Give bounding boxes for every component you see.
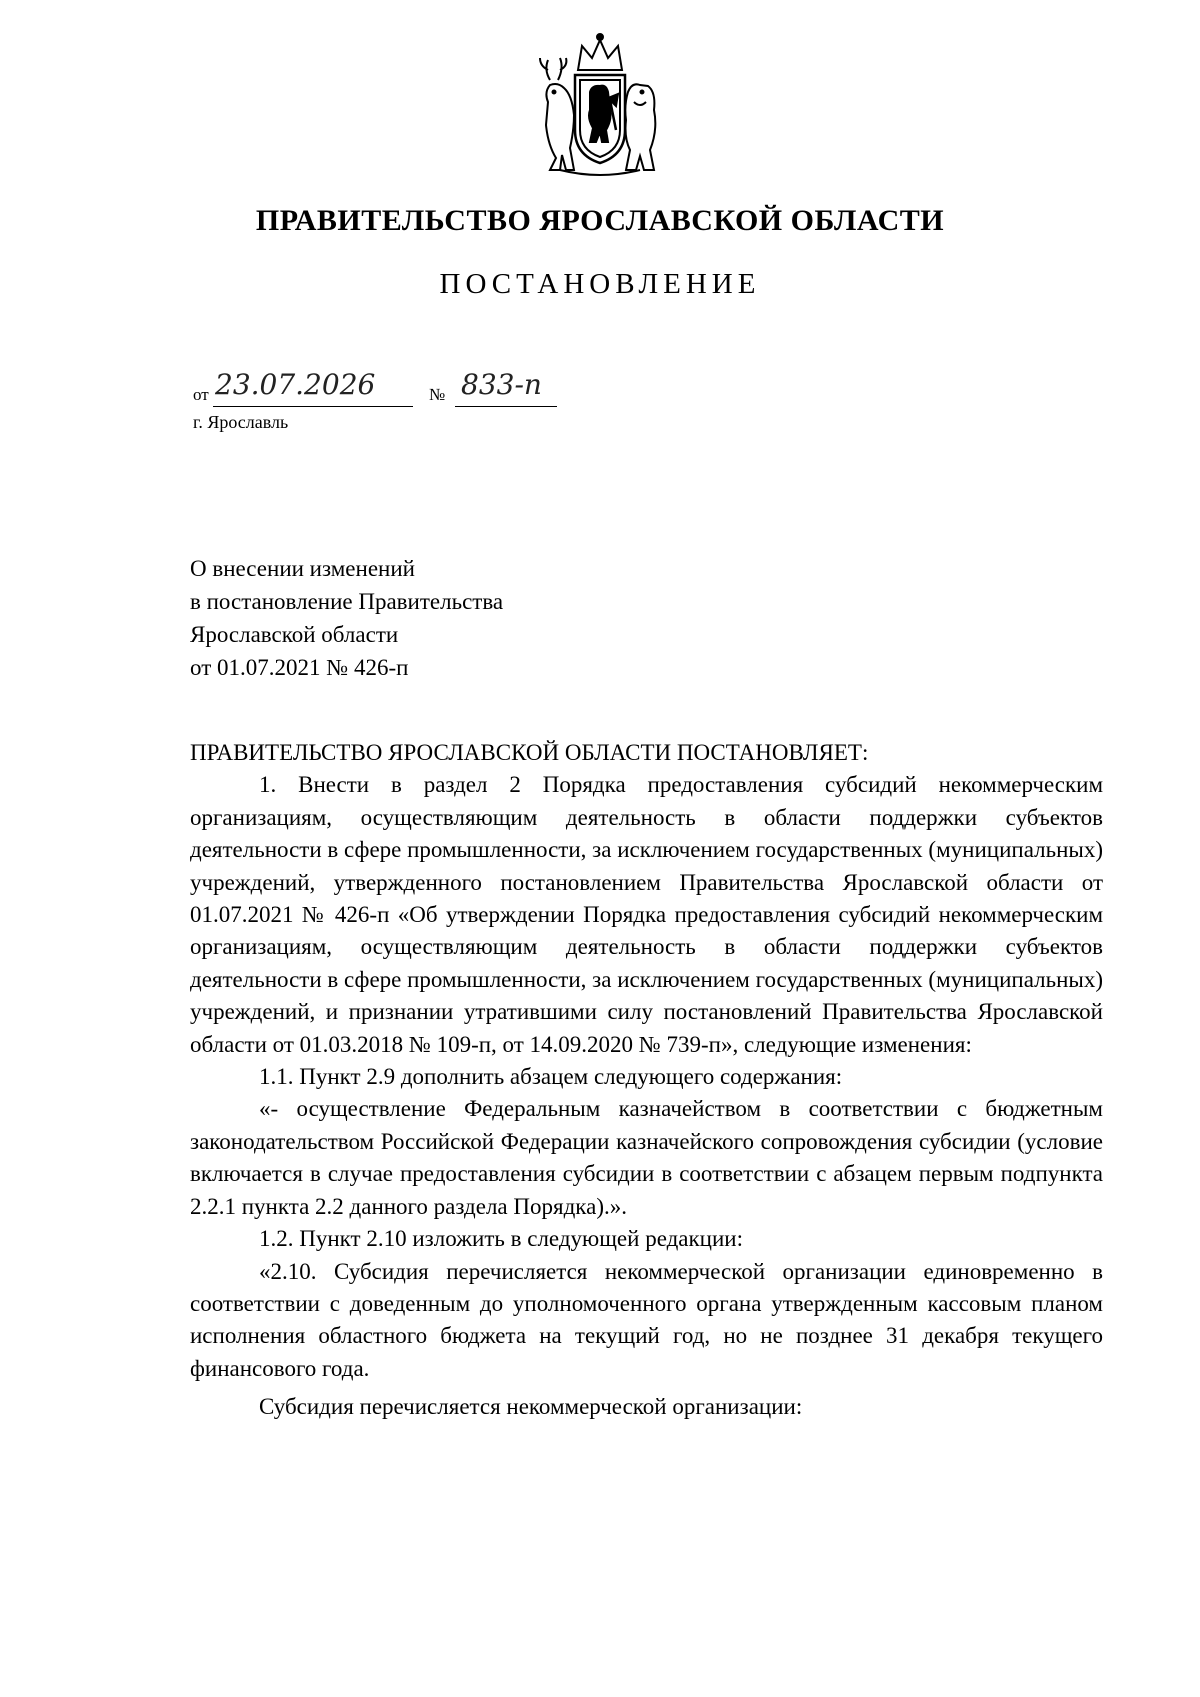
document-type: ПОСТАНОВЛЕНИЕ [439,268,761,300]
body-paragraph: 1.1. Пункт 2.9 дополнить абзацем следующего содержания: [259,1064,843,1090]
preamble: ПРАВИТЕЛЬСТВО ЯРОСЛАВСКОЙ ОБЛАСТИ ПОСТАНОВЛЯЕТ: [190,740,869,765]
date-prefix: от [193,385,209,404]
number-prefix: № [429,385,446,404]
coat-of-arms-emblem [530,30,670,180]
date-underline [213,406,413,407]
document-date: 23.07.2026 [215,368,376,401]
document-number: 833-п [461,368,542,401]
document-body [190,737,1103,1424]
subject-line: в постановление Правительства [190,589,504,614]
number-underline [455,406,557,407]
subject-line: Ярославской области [190,622,399,647]
document-city: г. Ярославль [193,412,289,432]
subject-line: О внесении изменений [190,556,415,581]
body-paragraph: Субсидия перечисляется некоммерческой организации: [259,1394,803,1420]
organization-title: ПРАВИТЕЛЬСТВО ЯРОСЛАВСКОЙ ОБЛАСТИ [255,204,945,237]
subject-line: от 01.07.2021 № 426-п [190,655,409,680]
body-paragraph: 1.2. Пункт 2.10 изложить в следующей редакции: [259,1226,743,1252]
body-paragraph: «- осуществление Федеральным казначейством в соответствии с бюджетным законодательством Российской Федерации казначейского сопровождения субсидии (условие включается в случае предоставления субсидии в соответствии с абзацем первым подпункта 2.2.1 пункта 2.2 данного раздела Порядка).». [190,1096,1103,1219]
body-paragraph: 1. Внести в раздел 2 Порядка предоставления субсидий некоммерческим организациям, осуществляющим деятельность в области поддержки субъектов деятельности в сфере промышленности, за исключением государственных (муниципальных) учреждений, утвержденного постановлением Правительства Ярославской области от 01.07.2021 № 426-п «Об утверждении Порядка предоставления субсидий некоммерческим организациям, осуществляющим деятельность в области поддержки субъектов деятельности в сфере промышленности, за исключением государственных (муниципальных) учреждений, и признании утратившими силу постановлений Правительства Ярославской области от 01.03.2018 № 109-п, от 14.09.2020 № 739-п», следующие изменения: [190,772,1103,1057]
body-paragraph: «2.10. Субсидия перечисляется некоммерческой организации единовременно в соответствии с доведенным до уполномоченного органа утвержденным кассовым планом исполнения областного бюджета на текущий год, но не позднее 31 декабря текущего финансового года. [190,1258,1103,1381]
document-subject [190,552,503,684]
